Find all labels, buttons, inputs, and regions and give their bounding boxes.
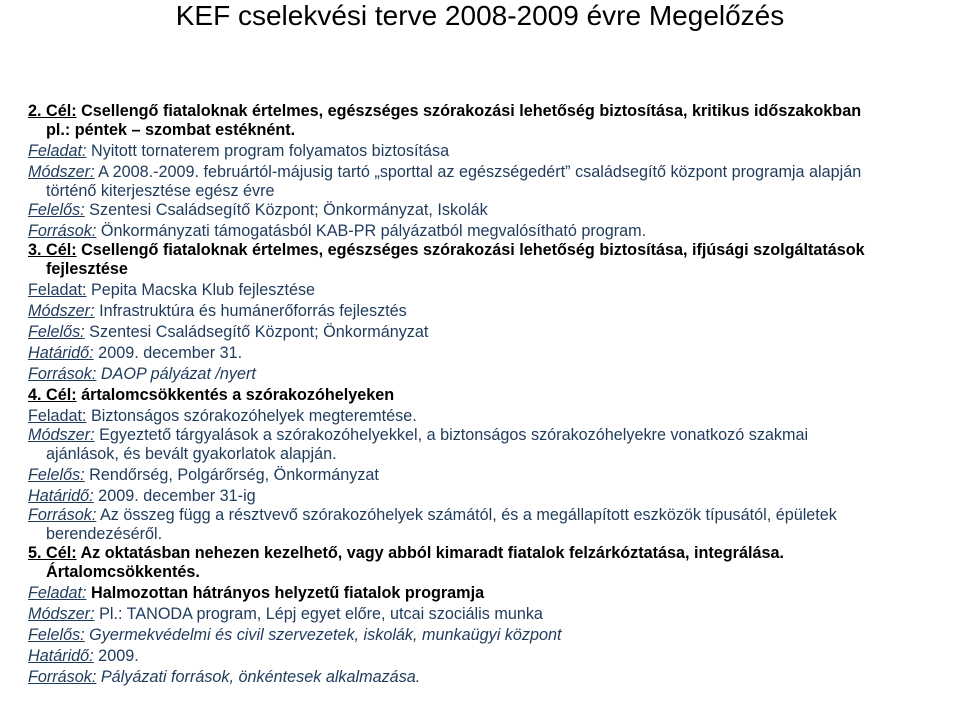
goal-2-text: Csellengő fiataloknak értelmes, egészséges szórakozási lehetőség biztosítása, kritikus időszakokban (76, 102, 862, 120)
goal-2-heading (28, 103, 953, 120)
goal-4-modszer-text: Egyeztető tárgyalások a szórakozóhelyekkel, a biztonságos szórakozóhelyekre vonatkozó szakmai (94, 426, 809, 444)
goal-4-label: 4. Cél: (28, 386, 77, 404)
goal-4-modszer (28, 427, 953, 444)
goal-4-modszer-label: Módszer: (28, 426, 95, 444)
goal-5-hatarido (28, 646, 953, 667)
goal-5-forrasok-text: Pályázati források, önkéntesek alkalmazása. (96, 668, 421, 686)
goal-4-forrasok (28, 507, 953, 524)
goal-4-hatarido-label: Határidő: (28, 487, 94, 505)
goal-4-feladat-text: Biztonságos szórakozóhelyek megteremtése. (86, 407, 417, 425)
goal-3-text: Csellengő fiataloknak értelmes, egészséges szórakozási lehetőség biztosítása, ifjúsági szolgáltatások (76, 241, 865, 259)
goal-4-text: ártalomcsökkentés a szórakozóhelyeken (76, 386, 395, 404)
goal-5-feladat (28, 583, 953, 604)
goal-3-hatarido-label: Határidő: (28, 344, 94, 362)
goal-5-modszer (28, 604, 953, 625)
goal-2-text-cont: pl.: péntek – szombat estéknént. (46, 121, 296, 139)
goal-5-felelos-label: Felelős: (28, 626, 85, 644)
goal-4-heading (28, 385, 953, 406)
goal-4-hatarido (28, 486, 953, 507)
goal-4-modszer-cont: ajánlások, és bevált gyakorlatok alapján. (46, 445, 337, 463)
goal-5-label: 5. Cél: (28, 544, 77, 562)
goal-4-feladat-label: Feladat: (28, 407, 87, 425)
goal-3-hatarido (28, 343, 953, 364)
page-title: KEF cselekvési terve 2008-2009 évre Megelőzés (175, 0, 785, 31)
goal-2-modszer-text: A 2008.-2009. februártól-májusig tartó „sporttal az egészségedért” családsegítő központ programja alapján (94, 163, 862, 181)
goal-5-hatarido-label: Határidő: (28, 647, 94, 665)
goal-2-label: 2. Cél: (28, 102, 77, 120)
goal-5-forrasok-label: Források: (28, 668, 97, 686)
goal-5-modszer-label: Módszer: (28, 605, 95, 623)
goal-5-heading (28, 545, 953, 562)
document-body (28, 103, 953, 688)
goal-4-hatarido-text: 2009. december 31-ig (93, 487, 256, 505)
goal-3-forrasok-label: Források: (28, 365, 97, 383)
goal-2-feladat (28, 141, 953, 162)
goal-2-modszer-label: Módszer: (28, 163, 95, 181)
goal-3-heading (28, 242, 953, 259)
goal-2-modszer (28, 162, 953, 183)
goal-2-felelos (28, 200, 953, 221)
goal-3-text-cont: fejlesztése (46, 260, 128, 278)
goal-3-label: 3. Cél: (28, 241, 77, 259)
goal-3-felelos (28, 322, 953, 343)
goal-2-felelos-text: Szentesi Családsegítő Központ; Önkormányzat, Iskolák (84, 201, 488, 219)
goal-3-modszer-text: Infrastruktúra és humánerőforrás fejlesztés (94, 302, 407, 320)
goal-3-forrasok-text: DAOP pályázat /nyert (96, 365, 256, 383)
goal-3-feladat-label: Feladat: (28, 281, 87, 299)
goal-5-felelos (28, 625, 953, 646)
goal-4-feladat (28, 406, 953, 427)
goal-4-forrasok-label: Források: (28, 506, 97, 524)
goal-5-felelos-text: Gyermekvédelmi és civil szervezetek, iskolák, munkaügyi központ (84, 626, 562, 644)
goal-3-modszer-label: Módszer: (28, 302, 95, 320)
goal-4-forrasok-cont: berendezéséről. (46, 525, 163, 543)
goal-3-forrasok (28, 364, 953, 385)
goal-3-feladat (28, 280, 953, 301)
goal-4-felelos-text: Rendőrség, Polgárőrség, Önkormányzat (84, 466, 379, 484)
goal-3-feladat-text: Pepita Macska Klub fejlesztése (86, 281, 316, 299)
goal-4-felelos (28, 465, 953, 486)
goal-2-modszer-cont: történő kiterjesztése egész évre (46, 182, 275, 200)
goal-3-hatarido-text: 2009. december 31. (93, 344, 243, 362)
goal-5-text-cont: Ártalomcsökkentés. (46, 563, 200, 581)
goal-2-forrasok-label: Források: (28, 222, 97, 240)
goal-5-modszer-text: Pl.: TANODA program, Lépj egyet előre, utcai szociális munka (94, 605, 543, 623)
goal-5-feladat-text: Halmozottan hátrányos helyzetű fiatalok programja (86, 584, 485, 602)
goal-3-felelos-text: Szentesi Családsegítő Központ; Önkormányzat (84, 323, 429, 341)
goal-3-felelos-label: Felelős: (28, 323, 85, 341)
goal-2-forrasok-text: Önkormányzati támogatásból KAB-PR pályázatból megvalósítható program. (96, 222, 647, 240)
goal-2-felelos-label: Felelős: (28, 201, 85, 219)
goal-4-felelos-label: Felelős: (28, 466, 85, 484)
goal-2-forrasok (28, 221, 953, 242)
goal-4-forrasok-text: Az összeg függ a résztvevő szórakozóhelyek számától, és a megállapított eszközök típusától, épületek (96, 506, 837, 524)
goal-2-feladat-text: Nyitott tornaterem program folyamatos biztosítása (86, 142, 450, 160)
goal-3-modszer (28, 301, 953, 322)
goal-5-text: Az oktatásban nehezen kezelhető, vagy abból kimaradt fiatalok felzárkóztatása, integrálása. (76, 544, 784, 562)
goal-5-forrasok (28, 667, 953, 688)
goal-2-feladat-label: Feladat: (28, 142, 87, 160)
goal-5-hatarido-text: 2009. (93, 647, 139, 665)
goal-5-feladat-label: Feladat: (28, 584, 87, 602)
